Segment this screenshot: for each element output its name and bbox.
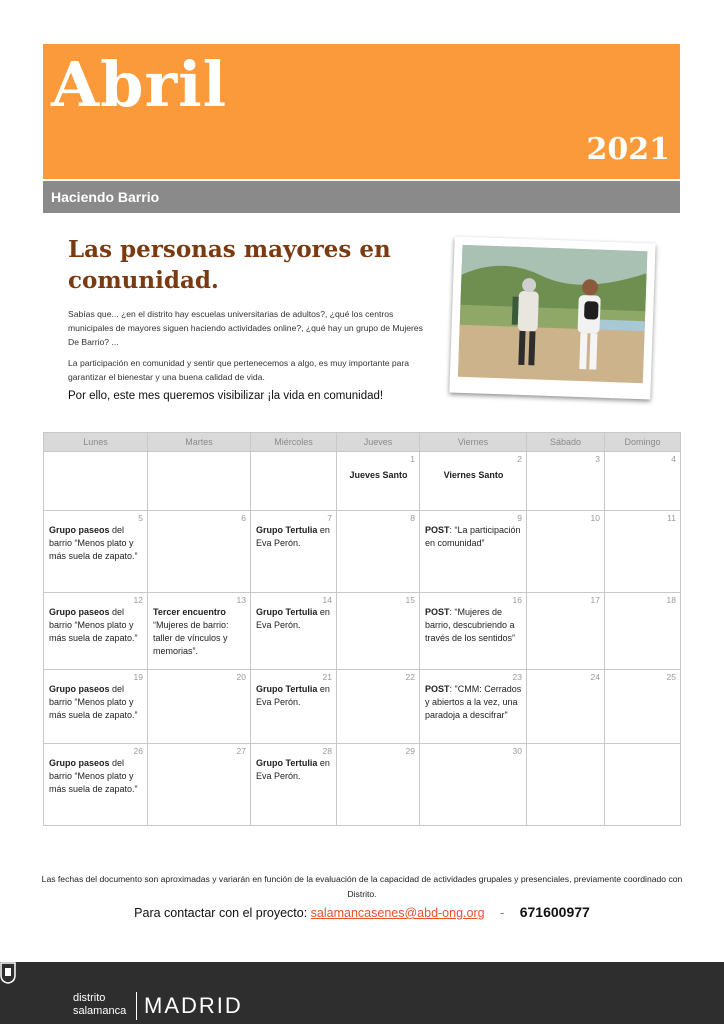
calendar-week-row bbox=[44, 511, 681, 593]
calendar-cell bbox=[148, 744, 251, 826]
photo-illustration bbox=[458, 245, 647, 383]
day-number: 26 bbox=[133, 746, 143, 756]
contact-phone: 671600977 bbox=[519, 904, 590, 920]
subtitle-text: Haciendo Barrio bbox=[51, 189, 160, 205]
calendar-week-row bbox=[44, 670, 681, 744]
day-number: 27 bbox=[236, 746, 246, 756]
event-title: POST bbox=[425, 525, 450, 535]
day-number: 1 bbox=[410, 454, 415, 464]
event-tercer-encuentro bbox=[153, 607, 229, 656]
intro-paragraph-1: Sabías que... ¿en el distrito hay escuelas universitarias de adultos?, ¿qué los centros municipales de mayores siguen haciendo actividades online?, ¿qué hay un grupo de Mujeres De Barrio? ... bbox=[68, 309, 423, 347]
event-detail: del barrio “Menos plato y más suela de zapato.” bbox=[49, 758, 138, 794]
event-grupo-tertulia bbox=[256, 607, 330, 630]
calendar-cell bbox=[420, 452, 527, 511]
weekday-header: Domingo bbox=[605, 433, 681, 452]
calendar-cell-empty bbox=[148, 452, 251, 511]
day-number: 12 bbox=[133, 595, 143, 605]
day-number: 24 bbox=[590, 672, 600, 682]
madrid-shield-icon bbox=[0, 962, 16, 984]
day-number: 11 bbox=[667, 513, 676, 523]
contact-line bbox=[0, 904, 724, 920]
event-title: POST bbox=[425, 607, 450, 617]
event-detail: del barrio “Menos plato y más suela de zapato.” bbox=[49, 607, 138, 643]
day-number: 30 bbox=[512, 746, 522, 756]
day-number: 22 bbox=[405, 672, 415, 682]
event-title: Grupo Tertulia bbox=[256, 758, 318, 768]
intro-paragraph-2: La participación en comunidad y sentir que pertenecemos a algo, es muy importante para garantizar el bienestar y una buena calidad de vida. bbox=[68, 358, 410, 382]
calendar-week-row bbox=[44, 593, 681, 670]
contact-separator: - bbox=[500, 906, 505, 920]
photo-two-people-walking bbox=[458, 245, 647, 383]
day-number: 21 bbox=[322, 672, 332, 682]
day-number: 2 bbox=[517, 454, 522, 464]
day-number: 5 bbox=[138, 513, 143, 523]
day-number: 3 bbox=[595, 454, 600, 464]
event-post bbox=[425, 525, 521, 548]
calendar-cell-empty bbox=[527, 744, 605, 826]
calendar-cell-empty bbox=[605, 744, 681, 826]
event-title: Grupo paseos bbox=[49, 607, 110, 617]
calendar-cell bbox=[337, 670, 420, 744]
event-grupo-tertulia bbox=[256, 758, 330, 781]
event-title: Grupo Tertulia bbox=[256, 684, 318, 694]
calendar-cell bbox=[148, 670, 251, 744]
subtitle-bar bbox=[43, 181, 680, 213]
calendar-cell bbox=[337, 452, 420, 511]
calendar-cell bbox=[420, 511, 527, 593]
weekday-header: Viernes bbox=[420, 433, 527, 452]
day-number: 17 bbox=[590, 595, 600, 605]
day-number: 9 bbox=[517, 513, 522, 523]
calendar-table bbox=[43, 432, 681, 826]
event-post bbox=[425, 684, 521, 720]
calendar-cell bbox=[605, 593, 681, 670]
day-number: 7 bbox=[327, 513, 332, 523]
calendar-cell bbox=[251, 744, 337, 826]
footer-district-line2: salamanca bbox=[73, 1005, 127, 1017]
day-number: 14 bbox=[322, 595, 332, 605]
calendar-cell bbox=[251, 670, 337, 744]
year-label: 2021 bbox=[586, 132, 670, 167]
day-number: 6 bbox=[241, 513, 246, 523]
calendar-week-row bbox=[44, 452, 681, 511]
calendar-cell bbox=[527, 593, 605, 670]
day-number: 13 bbox=[236, 595, 246, 605]
event-detail: “Mujeres de barrio: taller de vínculos y memorias”. bbox=[153, 620, 229, 656]
photo-frame bbox=[449, 237, 655, 400]
calendar-cell-empty bbox=[251, 452, 337, 511]
event-title: Grupo Tertulia bbox=[256, 607, 318, 617]
footer-district-label bbox=[73, 992, 126, 1018]
event-title: POST bbox=[425, 684, 450, 694]
event-viernes-santo: Viernes Santo bbox=[443, 470, 504, 480]
event-grupo-tertulia bbox=[256, 525, 330, 548]
day-number: 25 bbox=[666, 672, 676, 682]
event-detail: del barrio “Menos plato y más suela de zapato.” bbox=[49, 525, 138, 561]
event-detail: del barrio “Menos plato y más suela de zapato.” bbox=[49, 684, 138, 720]
event-detail: en Eva Perón. bbox=[256, 684, 330, 707]
event-title: Grupo Tertulia bbox=[256, 525, 318, 535]
footer-city-logo: MADRID bbox=[144, 993, 243, 1018]
calendar-cell bbox=[251, 511, 337, 593]
weekday-header: Lunes bbox=[44, 433, 148, 452]
event-jueves-santo: Jueves Santo bbox=[349, 470, 408, 480]
event-grupo-tertulia bbox=[256, 684, 330, 707]
disclaimer-text: Las fechas del documento son aproximadas y variarán en función de la evaluación de la capacidad de actividades grupales y presenciales, previamente coordinado con Distrito. bbox=[41, 874, 683, 899]
event-grupo-paseos bbox=[49, 525, 138, 561]
day-number: 19 bbox=[133, 672, 143, 682]
calendar-header-row bbox=[44, 433, 681, 452]
calendar-cell bbox=[337, 593, 420, 670]
calendar-cell bbox=[605, 670, 681, 744]
weekday-header: Sábado bbox=[527, 433, 605, 452]
day-number: 29 bbox=[405, 746, 415, 756]
calendar-cell bbox=[44, 511, 148, 593]
calendar-cell bbox=[420, 670, 527, 744]
event-detail: : "CMM: Cerrados y abiertos a la vez, una paradoja a descifrar" bbox=[425, 684, 522, 720]
event-detail: : “La participación en comunidad” bbox=[425, 525, 521, 548]
day-number: 10 bbox=[590, 513, 600, 523]
event-detail: en Eva Perón. bbox=[256, 758, 330, 781]
contact-label: Para contactar con el proyecto: bbox=[134, 906, 308, 920]
calendar-cell bbox=[527, 511, 605, 593]
calendar-cell bbox=[44, 670, 148, 744]
calendar-cell bbox=[337, 744, 420, 826]
day-number: 20 bbox=[236, 672, 246, 682]
event-grupo-paseos bbox=[49, 758, 138, 794]
article-title: Las personas mayores en comunidad. bbox=[68, 236, 391, 294]
calendar-week-row bbox=[44, 744, 681, 826]
weekday-header: Miércoles bbox=[251, 433, 337, 452]
calendar-cell-empty bbox=[44, 452, 148, 511]
event-grupo-paseos bbox=[49, 684, 138, 720]
weekday-header: Jueves bbox=[337, 433, 420, 452]
calendar-cell bbox=[148, 593, 251, 670]
calendar-cell bbox=[44, 593, 148, 670]
event-post bbox=[425, 607, 515, 643]
month-title: Abril bbox=[51, 48, 228, 121]
event-detail: en Eva Perón. bbox=[256, 607, 330, 630]
event-detail: : “Mujeres de barrio, descubriendo a través de los sentidos” bbox=[425, 607, 516, 643]
header-banner bbox=[43, 44, 680, 179]
day-number: 23 bbox=[512, 672, 522, 682]
article-lead: Por ello, este mes queremos visibilizar ¡la vida en comunidad! bbox=[68, 390, 384, 402]
event-title: Tercer encuentro bbox=[153, 607, 226, 617]
calendar-cell bbox=[605, 511, 681, 593]
event-detail: en Eva Perón. bbox=[256, 525, 330, 548]
event-title: Grupo paseos bbox=[49, 758, 110, 768]
day-number: 8 bbox=[410, 513, 415, 523]
calendar-cell bbox=[337, 511, 420, 593]
calendar-cell bbox=[251, 593, 337, 670]
article-intro bbox=[68, 307, 428, 391]
day-number: 28 bbox=[322, 746, 332, 756]
calendar-cell bbox=[420, 744, 527, 826]
calendar-cell bbox=[527, 670, 605, 744]
calendar-cell bbox=[148, 511, 251, 593]
calendar-cell bbox=[605, 452, 681, 511]
day-number: 18 bbox=[666, 595, 676, 605]
footer-logo-divider bbox=[136, 992, 137, 1020]
calendar-cell bbox=[420, 593, 527, 670]
contact-email-link[interactable]: salamancasenes@abd-ong.org bbox=[310, 906, 485, 920]
day-number: 4 bbox=[671, 454, 676, 464]
day-number: 15 bbox=[405, 595, 415, 605]
calendar-cell bbox=[527, 452, 605, 511]
calendar-cell bbox=[44, 744, 148, 826]
event-title: Grupo paseos bbox=[49, 684, 110, 694]
footer-district-line1: distrito bbox=[73, 992, 106, 1004]
weekday-header: Martes bbox=[148, 433, 251, 452]
event-title: Grupo paseos bbox=[49, 525, 110, 535]
day-number: 16 bbox=[512, 595, 522, 605]
event-grupo-paseos bbox=[49, 607, 138, 643]
